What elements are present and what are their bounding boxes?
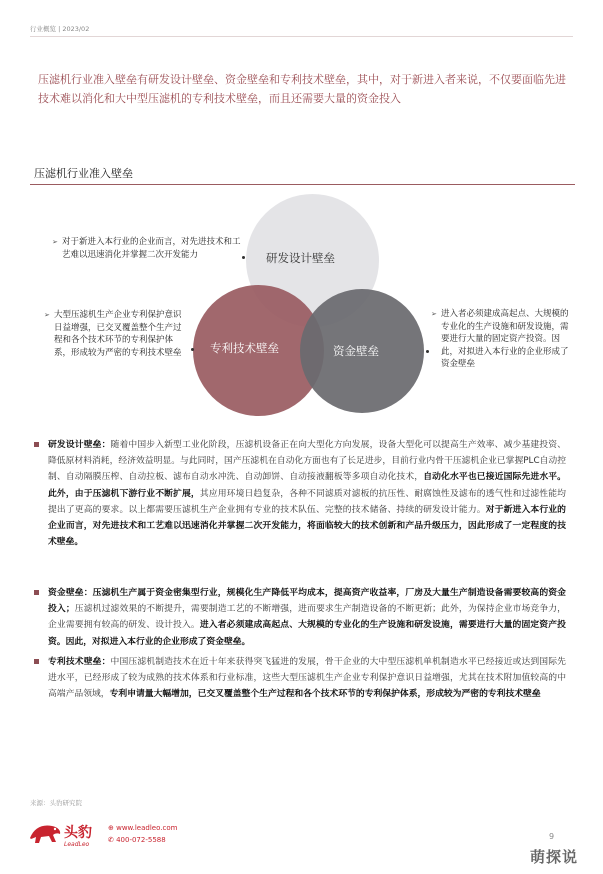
- note-text: 大型压滤机生产企业专利保护意识日益增强，已交叉覆盖整个生产过程和各个技术环节的专利保护体系，形成较为严密的专利技术壁垒: [54, 310, 182, 358]
- lead-summary: 压滤机行业准入壁垒有研发设计壁垒、资金壁垒和专利技术壁垒，其中，对于新进入者来说，不仅要面临先进技术难以消化和大中型压滤机的专利技术壁垒，而且还需要大量的资金投入: [38, 73, 566, 105]
- page-number: 9: [549, 832, 555, 841]
- square-bullet-icon: [34, 590, 39, 595]
- square-bullet-icon: [34, 442, 39, 447]
- note-text: 对于新进入本行业的企业而言，对先进技术和工艺难以迅速消化并掌握二次开发能力: [62, 237, 241, 260]
- arrow-bullet-icon: ➢: [44, 311, 50, 319]
- phone-text: 400-072-5588: [116, 836, 166, 844]
- note-text: 进入者必须建成高起点、大规模的专业化的生产设施和研发设施，需要进行大量的固定资产投资。因此，对拟进入本行业的企业形成了资金壁垒: [441, 309, 569, 369]
- brand-name: 头豹: [64, 825, 92, 841]
- paragraph-label: 资金壁垒：: [48, 588, 93, 598]
- paragraph-patent: [48, 654, 566, 703]
- note-capital: [431, 308, 569, 371]
- paragraph-emphasis: 自动化水平也已接近国际先进水平。此外，由于压滤机下游行业不断扩展，: [48, 472, 566, 499]
- phone-number: [108, 836, 166, 844]
- note-rd-design: [52, 236, 242, 261]
- header-divider: [30, 36, 573, 37]
- globe-icon: ⊕: [108, 824, 117, 832]
- paragraph-rd-design: [48, 437, 566, 550]
- leopard-logo-icon: [28, 820, 62, 846]
- paragraph-label: 研发设计壁垒：: [48, 440, 111, 450]
- paragraph-label: 专利技术壁垒：: [48, 657, 111, 667]
- arrow-bullet-icon: ➢: [431, 310, 437, 318]
- note-patent: [44, 309, 189, 359]
- paragraph-emphasis: 进入者必须建成高起点、大规模的专业化的生产设施和研发设施，需要进行大量的固定资产投资。因此，对拟进入本行业的企业形成了资金壁垒。: [48, 620, 566, 647]
- connector-dot-capital: [426, 350, 429, 353]
- website-link[interactable]: [108, 824, 177, 832]
- circle-label-rd-design: 研发设计壁垒: [266, 251, 335, 265]
- running-header: 行业概览 | 2023/02: [30, 25, 90, 33]
- section-divider: [30, 184, 575, 185]
- paragraph-text: 其应用环境日趋复杂，各种不同滤质对滤板的抗压性、耐腐蚀性及滤布的透气性和过滤性能均提出了更高的要求。以上都需要压滤机生产企业拥有专业的技术队伍、完整的技术储备、持续的研发设计能力。: [48, 488, 566, 515]
- arrow-bullet-icon: ➢: [52, 238, 58, 246]
- paragraph-capital: [48, 585, 566, 650]
- paragraph-text: 中国压滤机制造技术在近十年来获得突飞猛进的发展，骨干企业的大中型压滤机单机制造水平已经接近或达到国际先进水平，已经形成了较为成熟的技术体系和行业标准，这些大型压滤机生产企业专利保护意识日益增强，尤其在技术附加值较高的中高端产品领域，: [48, 657, 566, 700]
- section-title: 压滤机行业准入壁垒: [34, 167, 133, 180]
- circle-label-capital: 资金壁垒: [333, 344, 379, 358]
- source-note: 来源：头豹研究院: [30, 799, 82, 807]
- brand-subtitle: LeadLeo: [64, 841, 90, 848]
- phone-icon: ✆: [108, 836, 117, 844]
- website-text: www.leadleo.com: [116, 824, 178, 832]
- connector-dot-patent: [191, 348, 194, 351]
- connector-dot-rd: [242, 256, 245, 259]
- watermark: 萌探说: [530, 848, 579, 866]
- paragraph-emphasis: 对于新进入本行业的企业而言，对先进技术和工艺难以迅速消化并掌握二次开发能力，将面临较大的技术创新和产品升级压力，因此形成了一定程度的技术壁垒。: [48, 504, 566, 548]
- paragraph-text: 随着中国步入新型工业化阶段，压滤机设备正在向大型化方向发展，设备大型化可以提高生产效率、减少基建投资、降低原材料消耗，经济效益明显。与此同时，国产压滤机在自动化方面也有了长足进步，目前行业内骨干压滤机企业已掌握PLC自动控制、自动隔膜压榨、自动拉板、滤布自动水冲洗、自动卸饼、自动接液翻板等多项自动化技术，: [48, 440, 566, 483]
- square-bullet-icon: [34, 659, 39, 664]
- paragraph-text: 压滤机过滤效果的不断提升，需要制造工艺的不断增强，进而要求生产制造设备的不断更新；此外，为保持企业市场竞争力，企业需要拥有较高的研发、设计投入。: [48, 604, 566, 631]
- paragraph-emphasis: 压滤机生产属于资金密集型行业，规模化生产降低平均成本，提高资产收益率，厂房及大量生产制造设备需要较高的资金投入；: [48, 588, 566, 615]
- paragraph-emphasis: 专利申请量大幅增加，已交叉覆盖整个生产过程和各个技术环节的专利保护体系，形成较为严密的专利技术壁垒: [109, 689, 541, 700]
- circle-label-patent: 专利技术壁垒: [210, 341, 279, 355]
